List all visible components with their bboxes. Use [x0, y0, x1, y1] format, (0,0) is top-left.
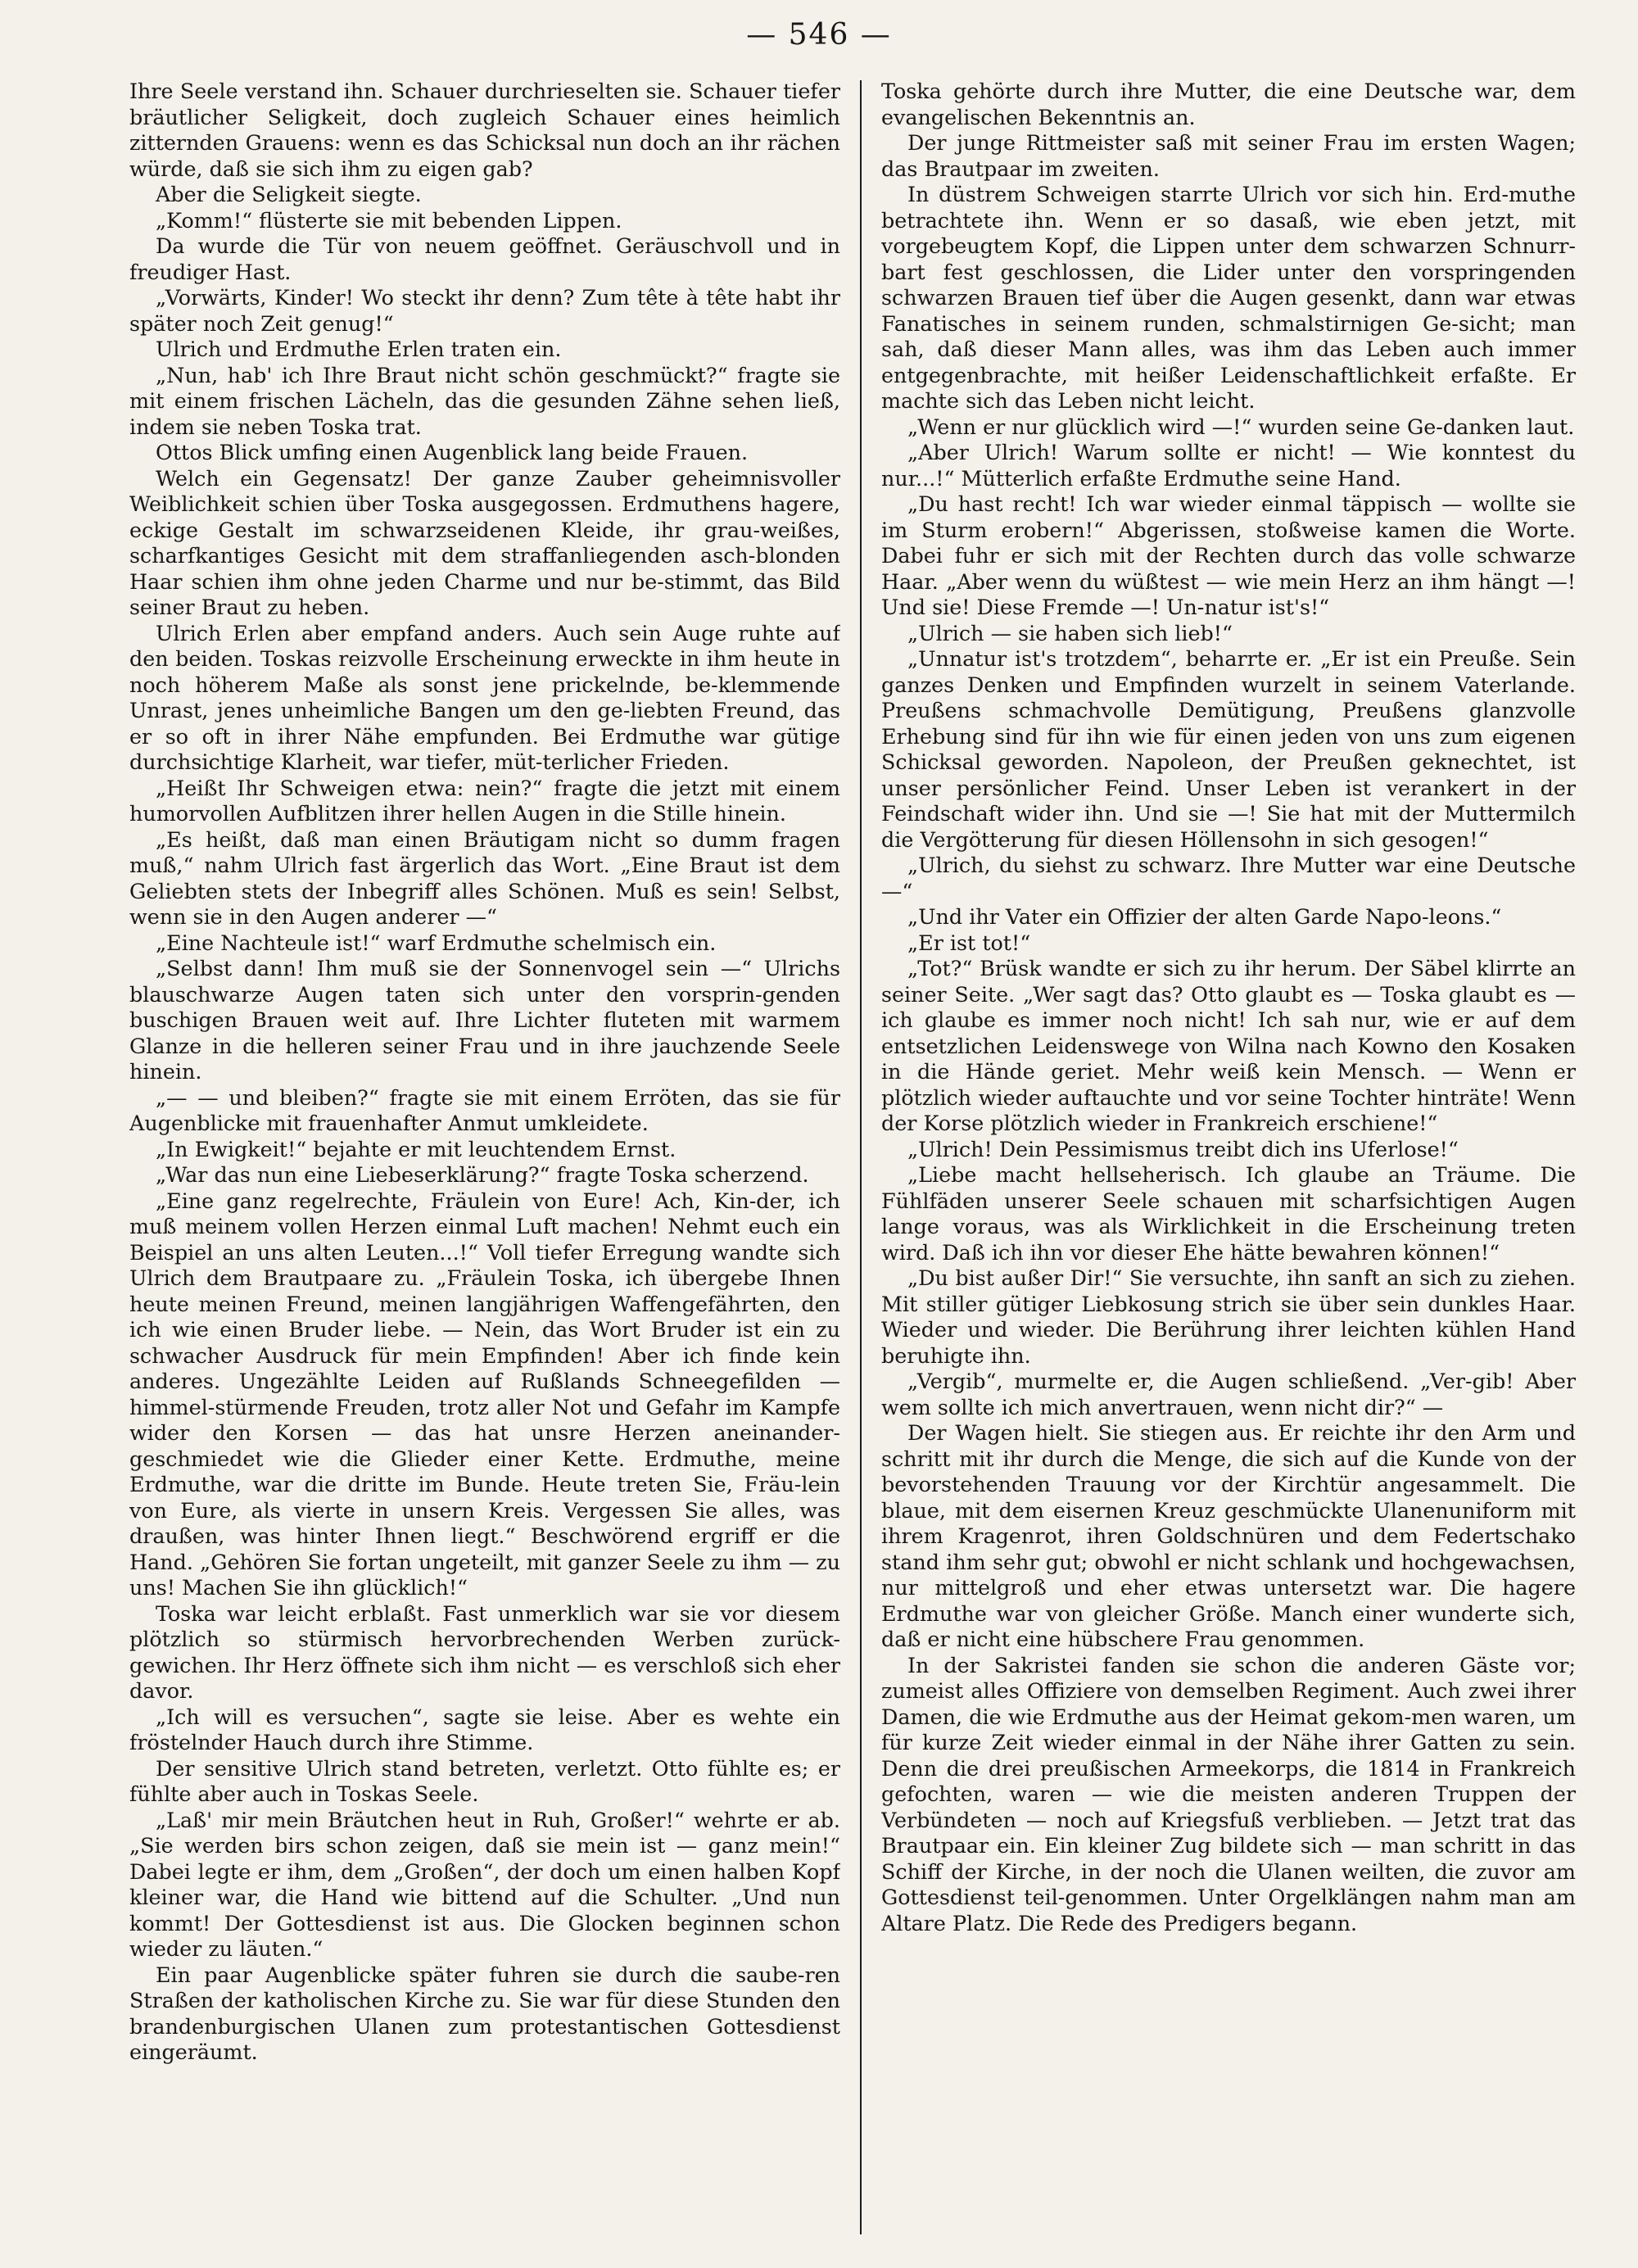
paragraph: „Heißt Ihr Schweigen etwa: nein?“ fragte die jetzt mit einem humorvollen Aufblitzen ihrer hellen Augen in die Stille hinein. — [129, 775, 840, 826]
paragraph: Toska war leicht erblaßt. Fast unmerklich war sie vor diesem plötzlich so stürmisch hervorbrechenden Werben zurück-gewichen. Ihr Herz öffnete sich ihm nicht — es verschloß sich eher davor. — [129, 1600, 840, 1703]
paragraph: „Liebe macht hellseherisch. Ich glaube an Träume. Die Fühlfäden unserer Seele schauen mit scharfsichtigen Augen lange voraus, was als Wirklichkeit in die Erscheinung treten wird. Daß ich ihn vor dieser Ehe hätte bewahren können!“ — [881, 1162, 1576, 1265]
paragraph: „Du hast recht! Ich war wieder einmal täppisch — wollte sie im Sturm erobern!“ Abgerissen, stoßweise kamen die Worte. Dabei fuhr er sich mit der Rechten durch das volle schwarze Haar. „Aber wenn du wüßtest — wie mein Herz an ihm hängt —! Und sie! Diese Fremde —! Un-natur ist's!“ — [881, 491, 1576, 619]
paragraph: „Laß' mir mein Bräutchen heut in Ruh, Großer!“ wehrte er ab. „Sie werden birs schon zeigen, daß sie mein ist — ganz mein!“ Dabei legte er ihm, dem „Großen“, der doch um einen halben Kopf kleiner war, die Hand wie bittend auf die Schulter. „Und nun kommt! Der Gottesdienst ist aus. Die Glocken beginnen schon wieder zu läuten.“ — [129, 1807, 840, 1961]
paragraph: Aber die Seligkeit siegte. — [156, 182, 422, 206]
paragraph: „Eine ganz regelrechte, Fräulein von Eure! Ach, Kin-der, ich muß meinem vollen Herzen einmal Luft machen! Nehmt euch ein Beispiel an uns alten Leuten...!“ Voll tiefer Erregung wandte sich Ulrich dem Brautpaare zu. „Fräulein Toska, ich übergebe Ihnen heute meinen Freund, meinen langjährigen Waffengefährten, den ich wie einen Bruder liebe. — Nein, das Wort Bruder ist ein zu schwacher Ausdruck für mein Empfinden! Aber ich finde kein anderes. Ungezählte Leiden auf Rußlands Schneegefilden — himmel-stürmende Freuden, trotz aller Not und Gefahr im Kampfe wider den Korsen — das hat unsre Herzen aneinander-geschmiedet wie die Glieder einer Kette. Erdmuthe, meine Erdmuthe, war die dritte im Bunde. Heute treten Sie, Fräu-lein von Eure, als vierte in unsern Kreis. Vergessen Sie alles, was draußen, was hinter Ihnen liegt.“ Beschwörend ergriff er die Hand. „Gehören Sie fortan ungeteilt, mit ganzer Seele zu ihm — zu uns! Machen Sie ihn glücklich!“ — [129, 1188, 840, 1600]
paragraph: „Du bist außer Dir!“ Sie versuchte, ihn sanft an sich zu ziehen. Mit stiller gütiger Liebkosung strich sie über sein dunkles Haar. Wieder und wieder. Die Berührung ihrer leichten kühlen Hand beruhigte ihn. — [881, 1265, 1576, 1368]
paragraph: In düstrem Schweigen starrte Ulrich vor sich hin. Erd-muthe betrachtete ihn. Wenn er so dasaß, wie eben jetzt, mit vorgebeugtem Kopf, die Lippen unter dem schwarzen Schnurr-bart fest geschlossen, die Lider unter den vorspringenden schwarzen Brauen tief über die Augen gesenkt, dann war etwas Fanatisches in seinem runden, schmalstirnigen Ge-sicht; man sah, daß dieser Mann alles, was ihm das Leben auch immer entgegenbrachte, mit heißer Leidenschaftlichkeit erfaßte. Er machte sich das Leben nicht leicht. — [881, 182, 1576, 413]
paragraph: Ein paar Augenblicke später fuhren sie durch die saube-ren Straßen der katholischen Kirche zu. Sie war für diese Stunden den brandenburgischen Ulanen zum protestantischen Gottesdienst eingeräumt. — [129, 1962, 840, 2064]
paragraph: Ottos Blick umfing einen Augenblick lang beide Frauen. — [156, 440, 749, 464]
paragraph: „Selbst dann! Ihm muß sie der Sonnenvogel sein —“ Ulrichs blauschwarze Augen taten sich unter den vorsprin-genden buschigen Brauen weit auf. Ihre Lichter fluteten mit warmem Glanze in die helleren seiner Frau und in ihre jauchzende Seele hinein. — [129, 956, 840, 1084]
paragraph: Ulrich Erlen aber empfand anders. Auch sein Auge ruhte auf den beiden. Toskas reizvolle Erscheinung erweckte in ihm heute in noch höherem Maße als sonst jene prickelnde, be-klemmende Unrast, jenes unheimliche Bangen um den ge-liebten Freund, das er so oft in ihrer Nähe empfunden. Bei Erdmuthe war gütige durchsichtige Klarheit, war tiefer, müt-terlicher Frieden. — [129, 620, 840, 774]
paragraph: In der Sakristei fanden sie schon die anderen Gäste vor; zumeist alles Offiziere von demselben Regiment. Auch zwei ihrer Damen, die wie Erdmuthe aus der Heimat gekom-men waren, um für kurze Zeit wieder einmal in der Nähe ihrer Gatten zu sein. Denn die drei preußischen Armeekorps, die 1814 in Frankreich gefochten, waren — wie die meisten anderen Truppen der Verbündeten — noch auf Kriegsfuß verblieben. — Jetzt trat das Brautpaar ein. Ein kleiner Zug bildete sich — man schritt in das Schiff der Kirche, in der noch die Ulanen weilten, die zuvor am Gottesdienst teil-genommen. Unter Orgelklängen nahm man am Altare Platz. Die Rede des Predigers begann. — [881, 1652, 1576, 1935]
paragraph: Der junge Rittmeister saß mit seiner Frau im ersten Wagen; das Brautpaar im zweiten. — [881, 130, 1576, 181]
paragraph: Welch ein Gegensatz! Der ganze Zauber geheimnisvoller Weiblichkeit schien über Toska ausgegossen. Erdmuthens hagere, eckige Gestalt im schwarzseidenen Kleide, ihr grau-weißes, scharfkantiges Gesicht mit dem straffanliegenden asch-blonden Haar schien ihm ohne jeden Charme und nur be-stimmt, das Bild seiner Braut zu heben. — [129, 465, 840, 619]
paragraph: „Unnatur ist's trotzdem“, beharrte er. „Er ist ein Preuße. Sein ganzes Denken und Empfinden wurzelt in seinem Vaterlande. Preußens schmachvolle Demütigung, Preußens glanzvolle Erhebung sind für ihn wie für einen jeden von uns zum eigenen Schicksal geworden. Napoleon, der Preußen geknechtet, ist unser persönlicher Feind. Unser Leben ist verankert in der Feindschaft wider ihn. Und sie —! Sie hat mit der Muttermilch die Vergötterung für diesen Höllensohn in sich gesogen!“ — [881, 646, 1576, 852]
paragraph: „Eine Nachteule ist!“ warf Erdmuthe schelmisch ein. — [156, 930, 717, 955]
column-divider — [860, 80, 862, 2234]
paragraph: „Ulrich — sie haben sich lieb!“ — [907, 620, 1233, 645]
paragraph: „Vergib“, murmelte er, die Augen schließend. „Ver-gib! Aber wem sollte ich mich anvertrauen, wenn nicht dir?“ — — [881, 1369, 1576, 1419]
paragraph: „Es heißt, daß man einen Bräutigam nicht so dumm fragen muß,“ nahm Ulrich fast ärgerlich das Wort. „Eine Braut ist dem Geliebten stets der Inbegriff alles Schönen. Muß es sein! Selbst, wenn sie in den Augen anderer —“ — [129, 826, 840, 929]
paragraph: Ulrich und Erdmuthe Erlen traten ein. — [156, 337, 562, 361]
paragraph: Der sensitive Ulrich stand betreten, verletzt. Otto fühlte es; er fühlte aber auch in Toskas Seele. — [129, 1755, 840, 1806]
right-column — [881, 79, 1576, 2241]
paragraph: Der Wagen hielt. Sie stiegen aus. Er reichte ihr den Arm und schritt mit ihr durch die Menge, die sich auf die Kunde von der bevorstehenden Trauung vor der Kirchtür angesammelt. Die blaue, mit dem eisernen Kreuz geschmückte Ulanenuniform mit ihrem Kragenrot, ihren Goldschnüren und dem Federtschako stand ihm sehr gut; obwohl er nicht schlank und hochgewachsen, nur mittelgroß und eher etwas untersetzt war. Die hagere Erdmuthe war von gleicher Größe. Manch einer wunderte sich, daß er nicht eine hübschere Frau genommen. — [881, 1420, 1576, 1651]
paragraph: „Vorwärts, Kinder! Wo steckt ihr denn? Zum tête à tête habt ihr später noch Zeit genug!“ — [129, 285, 840, 336]
page-number: — 546 — — [746, 18, 892, 52]
paragraph: „In Ewigkeit!“ bejahte er mit leuchtendem Ernst. — [156, 1136, 676, 1161]
paragraph: „Komm!“ flüsterte sie mit bebenden Lippen. — [156, 207, 622, 233]
paragraph: „Wenn er nur glücklich wird —!“ wurden seine Ge-danken laut. — [907, 414, 1575, 439]
paragraph: Toska gehörte durch ihre Mutter, die eine Deutsche war, dem evangelischen Bekenntnis an. — [881, 79, 1576, 129]
paragraph: „Aber Ulrich! Warum sollte er nicht! — Wie konntest du nur...!“ Mütterlich erfaßte Erdmuthe seine Hand. — [881, 440, 1576, 491]
paragraph: „Ulrich, du siehst zu schwarz. Ihre Mutter war eine Deutsche —“ — [881, 853, 1576, 903]
paragraph: „Tot?“ Brüsk wandte er sich zu ihr herum. Der Säbel klirrte an seiner Seite. „Wer sagt das? Otto glaubt es — Toska glaubt es — ich glaube es immer noch nicht! Ich sah nur, wie er auf dem entsetzlichen Leidenswege von Wilna nach Kowno den Kosaken in die Hände geriet. Mehr weiß kein Mensch. — Wenn er plötzlich wieder auftauchte und vor seine Tochter hinträte! Wenn der Korse plötzlich wieder in Frankreich erschiene!“ — [881, 956, 1576, 1135]
paragraph: „Nun, hab' ich Ihre Braut nicht schön geschmückt?“ fragte sie mit einem frischen Lächeln, das die gesunden Zähne sehen ließ, indem sie neben Toska trat. — [129, 362, 840, 439]
left-column — [129, 79, 840, 2241]
paragraph: „Und ihr Vater ein Offizier der alten Garde Napo-leons.“ — [907, 904, 1502, 929]
paragraph: „War das nun eine Liebeserklärung?“ fragte Toska scherzend. — [156, 1162, 809, 1187]
paragraph: „Ich will es versuchen“, sagte sie leise. Aber es wehte ein fröstelnder Hauch durch ihre Stimme. — [129, 1704, 840, 1754]
paragraph: Da wurde die Tür von neuem geöffnet. Geräuschvoll und in freudiger Hast. — [129, 233, 840, 284]
paragraph: „— — und bleiben?“ fragte sie mit einem Erröten, das sie für Augenblicke mit frauenhafter Anmut umkleidete. — [129, 1084, 840, 1135]
paragraph: „Ulrich! Dein Pessimismus treibt dich ins Uferlose!“ — [907, 1136, 1459, 1161]
paragraph: „Er ist tot!“ — [907, 930, 1031, 955]
paragraph: Ihre Seele verstand ihn. Schauer durchrieselten sie. Schauer tiefer bräutlicher Seligkeit, doch zugleich Schauer eines heimlich zitternden Grauens: wenn es das Schicksal nun doch an ihr rächen würde, daß sie sich ihm zu eigen gab? — [129, 79, 840, 181]
